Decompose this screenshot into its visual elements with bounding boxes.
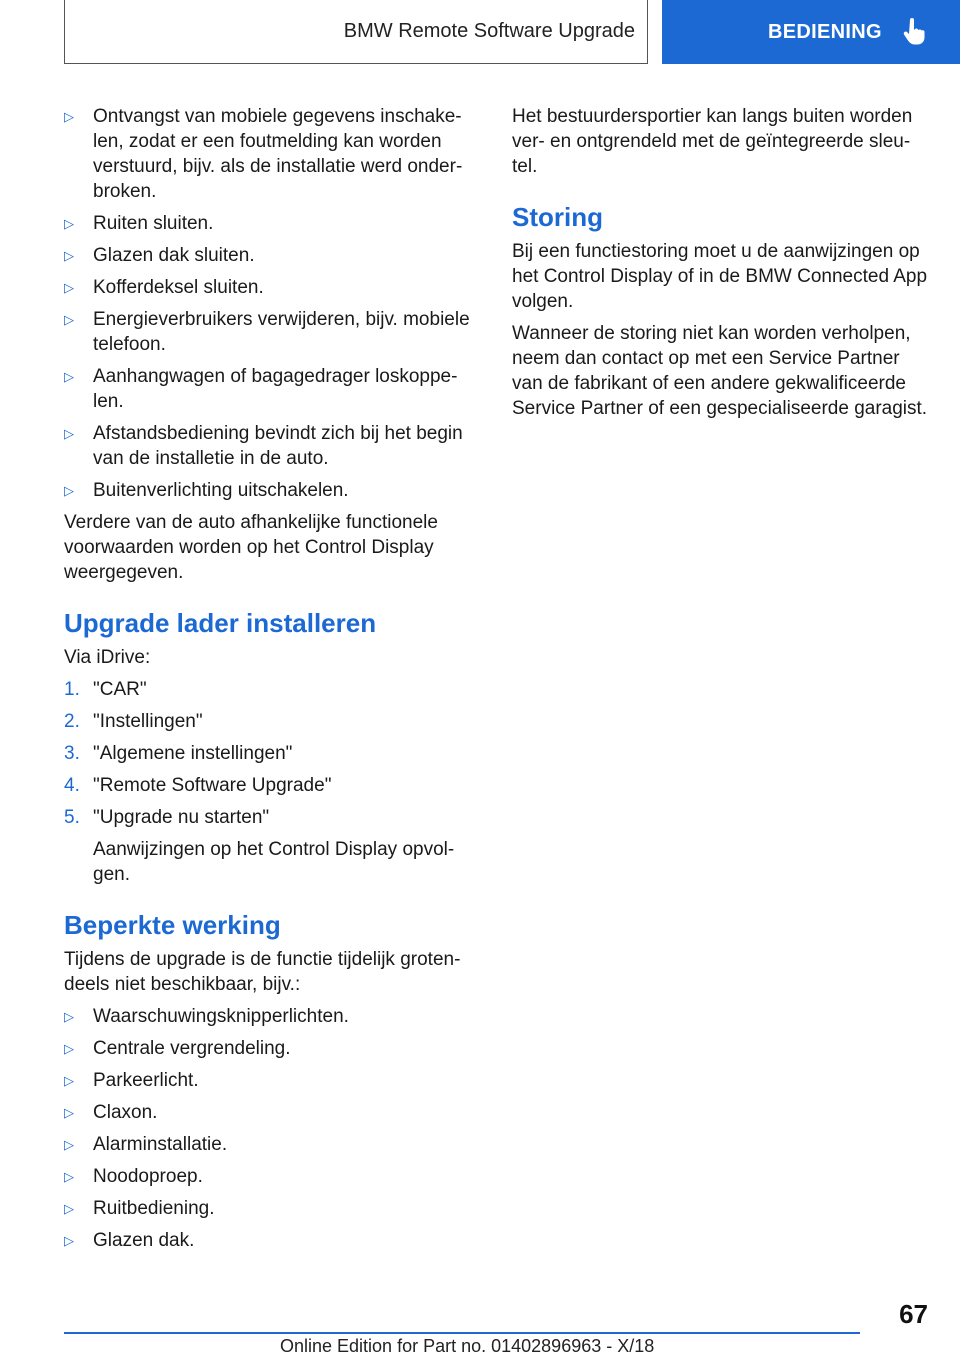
triangle-bullet-icon: ▷ <box>64 483 74 498</box>
triangle-bullet-icon: ▷ <box>64 1073 74 1088</box>
list-item: ▷ Waarschuwingsknipperlichten. <box>64 1006 349 1027</box>
via-idrive-text: Via iDrive: <box>64 647 151 668</box>
triangle-bullet-icon: ▷ <box>64 216 74 231</box>
chapter-header <box>64 0 648 64</box>
triangle-bullet-icon: ▷ <box>64 1009 74 1024</box>
list-item: ▷ Centrale vergrendeling. <box>64 1038 291 1059</box>
list-item: ▷ Noodoproep. <box>64 1166 203 1187</box>
list-item: ▷ Glazen dak sluiten. <box>64 245 255 266</box>
fault-paragraph-1: Bij een functiestoring moet u de aanwijzingen op het Control Display of in de BMW Connected App volgen. <box>512 241 928 312</box>
list-item: ▷ Ruitbediening. <box>64 1198 215 1219</box>
left-column <box>64 104 474 1260</box>
triangle-bullet-icon: ▷ <box>64 1041 74 1056</box>
list-item: ▷ Energieverbruikers verwijderen, bijv. mobiele telefoon. <box>64 309 470 355</box>
step-item: 3. "Algemene instellingen" <box>64 743 293 764</box>
list-item: ▷ Aanhangwagen of bagagedrager loskoppe-len. <box>64 366 458 412</box>
list-item: ▷ Claxon. <box>64 1102 158 1123</box>
heading-install: Upgrade lader installeren <box>64 608 377 638</box>
fault-paragraph-2: Wanneer de storing niet kan worden verholpen, neem dan contact op met een Service Partner van de fabrikant of een andere gekwalificeerde Service Partner of een gespecialiseerde garagist. <box>512 323 928 419</box>
conditions-paragraph: Verdere van de auto afhankelijke functionele voorwaarden worden op het Control Display weergegeven. <box>64 512 438 583</box>
page-number: 67 <box>899 1299 928 1329</box>
step-item: 1. "CAR" <box>64 679 147 700</box>
step-note: Aanwijzingen op het Control Display opvol-gen. <box>93 839 455 885</box>
triangle-bullet-icon: ▷ <box>64 1233 74 1248</box>
step-item: 5. "Upgrade nu starten" <box>64 807 270 828</box>
step-item: 4. "Remote Software Upgrade" <box>64 775 332 796</box>
list-item: ▷ Alarminstallatie. <box>64 1134 228 1155</box>
list-item: ▷ Buitenverlichting uitschakelen. <box>64 480 349 501</box>
triangle-bullet-icon: ▷ <box>64 1201 74 1216</box>
edition-text: Online Edition for Part no. 01402896963 - X/18 <box>280 1336 655 1356</box>
list-item: ▷ Ruiten sluiten. <box>64 213 214 234</box>
triangle-bullet-icon: ▷ <box>64 1169 74 1184</box>
triangle-bullet-icon: ▷ <box>64 248 74 263</box>
limited-paragraph: Tijdens de upgrade is de functie tijdelijk groten-deels niet beschikbaar, bijv.: <box>64 949 461 995</box>
list-item: ▷ Parkeerlicht. <box>64 1070 199 1091</box>
heading-fault: Storing <box>512 202 603 232</box>
list-item: ▷ Ontvangst van mobiele gegevens inschake-len, zodat er een foutmelding kan worden verstuurd, bijv. als de installatie werd onder-broken. <box>64 106 463 202</box>
triangle-bullet-icon: ▷ <box>64 280 74 295</box>
list-item: ▷ Glazen dak. <box>64 1230 195 1251</box>
triangle-bullet-icon: ▷ <box>64 369 74 384</box>
list-item: ▷ Kofferdeksel sluiten. <box>64 277 264 298</box>
door-paragraph: Het bestuurdersportier kan langs buiten worden ver- en ontgrendeld met de geïntegreerde sleu-tel. <box>512 106 913 177</box>
heading-limited: Beperkte werking <box>64 910 281 940</box>
list-item: ▷ Afstandsbediening bevindt zich bij het begin van de installetie in de auto. <box>64 423 463 469</box>
section-tab <box>662 0 960 64</box>
footer-divider <box>64 1332 860 1334</box>
triangle-bullet-icon: ▷ <box>64 109 74 124</box>
hand-pointer-icon <box>902 18 926 46</box>
chapter-title: BMW Remote Software Upgrade <box>343 20 635 42</box>
right-column <box>512 104 932 428</box>
triangle-bullet-icon: ▷ <box>64 312 74 327</box>
triangle-bullet-icon: ▷ <box>64 426 74 441</box>
triangle-bullet-icon: ▷ <box>64 1105 74 1120</box>
triangle-bullet-icon: ▷ <box>64 1137 74 1152</box>
section-label: BEDIENING <box>768 20 882 43</box>
step-item: 2. "Instellingen" <box>64 711 203 732</box>
